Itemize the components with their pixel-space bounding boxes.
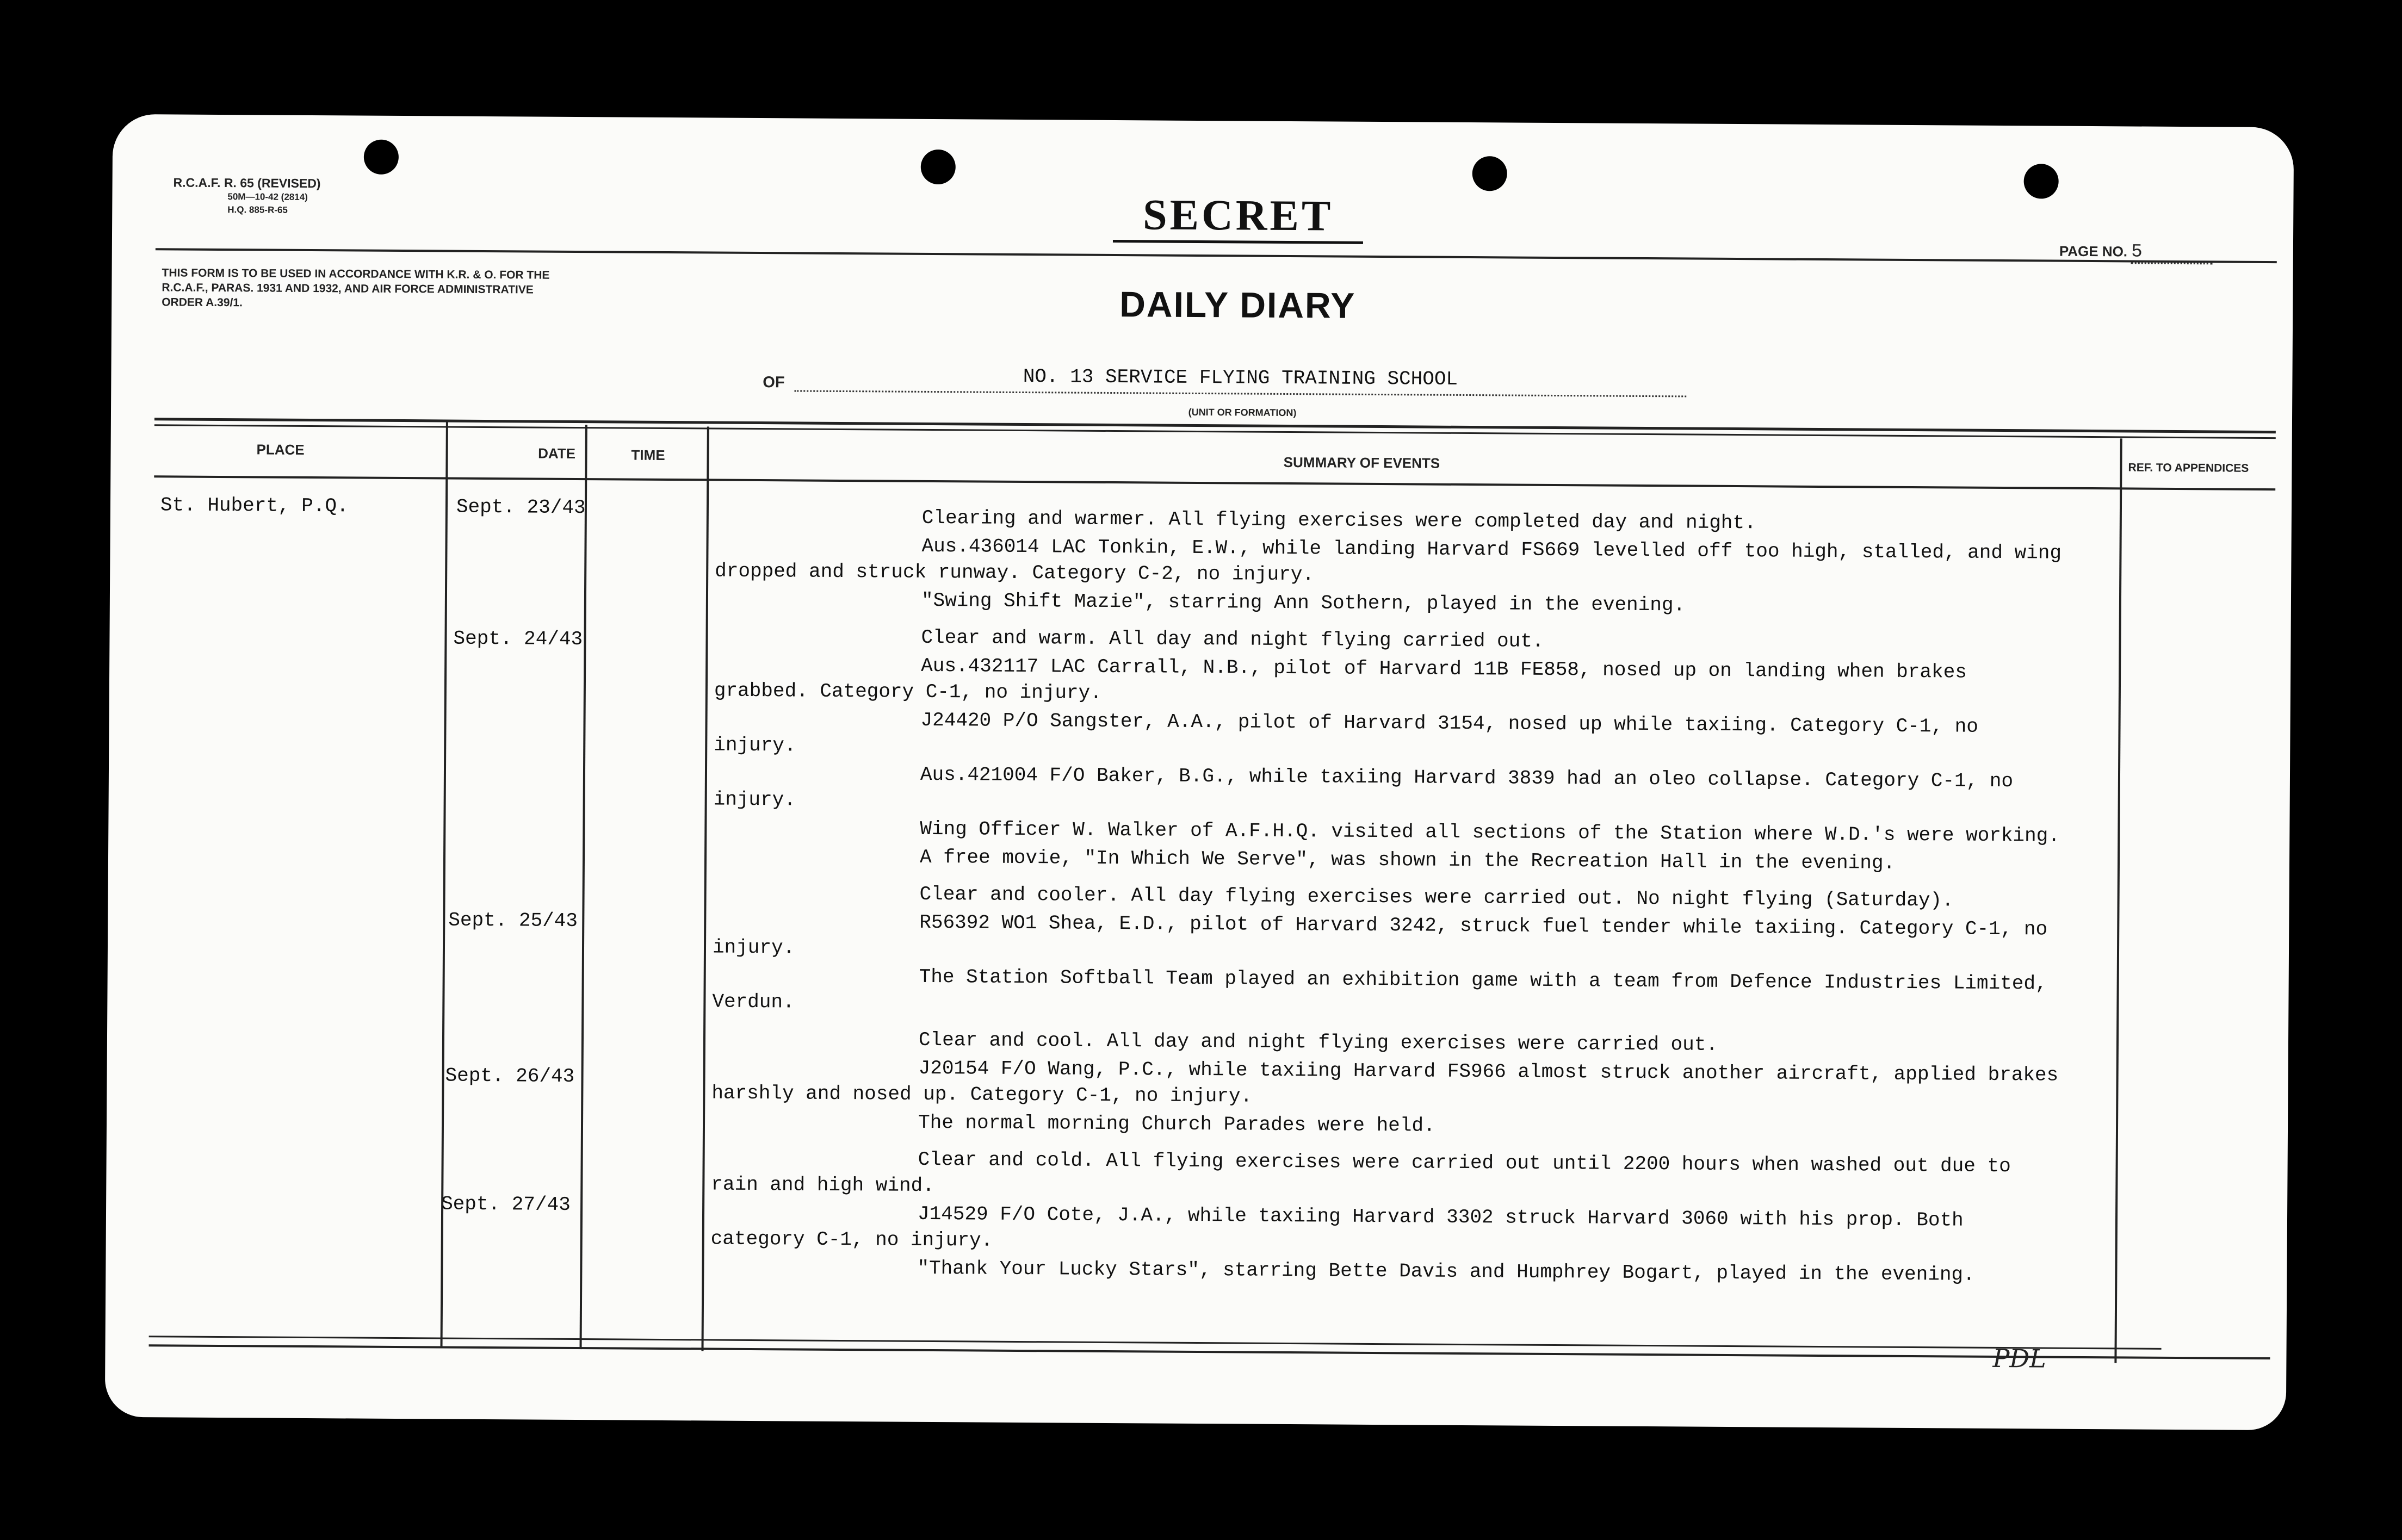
event-entry: "Thank Your Lucky Stars", starring Bette Davis and Humphrey Bogart, played in the evening.: [917, 1257, 1975, 1286]
event-entry: Aus.432117 LAC Carrall, N.B., pilot of Harvard 11B FE858, nosed up on landing when brakes grabbed. Category C-1, no injury.: [714, 654, 1967, 704]
summary-of-events: [710, 504, 2070, 1291]
punch-hole: [1472, 156, 1507, 191]
form-ref-line2: 50M—10-42 (2814): [227, 191, 308, 202]
event-entry: Clear and cooler. All day flying exercises were carried out. No night flying (Saturday).: [919, 883, 1954, 912]
column-header-time: TIME: [631, 446, 665, 463]
entry-date: Sept. 26/43: [445, 1064, 575, 1088]
event-entry: Wing Officer W. Walker of A.F.H.Q. visited all sections of the Station where W.D.'s were working.: [920, 817, 2060, 847]
event-entry: R56392 WO1 Shea, E.D., pilot of Harvard 3242, struck fuel tender while taxiing. Category C-1, no injury.: [712, 911, 2048, 959]
event-entry: Clearing and warmer. All flying exercises were completed day and night.: [921, 506, 1756, 535]
column-header-ref: REF. TO APPENDICES: [2128, 461, 2249, 475]
event-entry: J20154 F/O Wang, P.C., while taxiing Harvard FS966 almost struck another aircraft, applied brakes harshly and nosed up. Category C-1, no injury.: [711, 1057, 2059, 1108]
event-entry: A free movie, "In Which We Serve", was shown in the Recreation Hall in the evening.: [919, 846, 1896, 874]
event-entry: The Station Softball Team played an exhibition game with a team from Defence Industries Limited, Verdun.: [712, 965, 2047, 1014]
event-entry: Clear and cool. All day and night flying exercises were carried out.: [918, 1028, 1718, 1056]
event-entry: Aus.421004 F/O Baker, B.G., while taxiing Harvard 3839 had an oleo collapse. Category C-1, no injury.: [713, 763, 2014, 811]
form-reference: [173, 175, 320, 217]
entry-date: Sept. 25/43: [448, 909, 578, 933]
punch-hole: [364, 140, 399, 175]
unit-name: NO. 13 SERVICE FLYING TRAINING SCHOOL: [794, 364, 1686, 397]
form-ref-line3: H.Q. 885-R-65: [227, 204, 288, 215]
entry-date: Sept. 23/43: [456, 495, 586, 519]
event-entry: J24420 P/O Sangster, A.A., pilot of Harvard 3154, nosed up while taxiing. Category C-1, no injury.: [714, 709, 1978, 757]
column-divider: [579, 425, 587, 1349]
column-header-date: DATE: [538, 445, 576, 462]
form-ref-line1: R.C.A.F. R. 65 (REVISED): [173, 175, 321, 191]
table-header-rule: [154, 475, 2275, 490]
event-entry: Clear and cold. All flying exercises were carried out until 2200 hours when washed out due to rain and high wind.: [711, 1148, 2011, 1197]
classification-heading: SECRET: [1113, 190, 1364, 244]
event-entry: The normal morning Church Parades were held.: [918, 1111, 1435, 1137]
event-entry: Clear and warm. All day and night flying carried out.: [921, 626, 1544, 653]
unit-of-label: OF: [763, 374, 785, 392]
form-title: DAILY DIARY: [1119, 284, 1356, 326]
page-number-value: 5: [2131, 241, 2213, 264]
diary-sheet: [105, 114, 2294, 1430]
event-entry: J14529 F/O Cote, J.A., while taxiing Harvard 3302 struck Harvard 3060 with his prop. Both category C-1, no injury.: [710, 1202, 1964, 1252]
page-number-label: PAGE NO.: [2059, 243, 2128, 260]
entry-date: Sept. 24/43: [453, 627, 583, 651]
form-instructions: THIS FORM IS TO BE USED IN ACCORDANCE WITH K.R. & O. FOR THE R.C.A.F., PARAS. 1931 AND 1932, AND AIR FORCE ADMINISTRATIVE ORDER A.39/1.: [162, 266, 550, 309]
punch-hole: [921, 150, 956, 184]
event-entry: "Swing Shift Mazie", starring Ann Sothern, played in the evening.: [921, 589, 1686, 617]
event-entry: Aus.436014 LAC Tonkin, E.W., while landing Harvard FS669 levelled off too high, stalled, and wing dropped and struck runway. Category C-2, no injury.: [715, 535, 2062, 586]
handwritten-initials: PDL: [1992, 1343, 2046, 1374]
column-divider: [701, 426, 709, 1351]
column-header-summary: SUMMARY OF EVENTS: [1283, 454, 1440, 471]
entry-date: Sept. 27/43: [441, 1193, 571, 1216]
unit-caption: (UNIT OR FORMATION): [1188, 406, 1297, 419]
header-rule: [156, 248, 2277, 263]
column-divider: [2114, 438, 2122, 1363]
place-value: St. Hubert, P.Q.: [160, 494, 349, 518]
punch-hole: [2023, 164, 2058, 198]
column-header-place: PLACE: [256, 441, 305, 458]
